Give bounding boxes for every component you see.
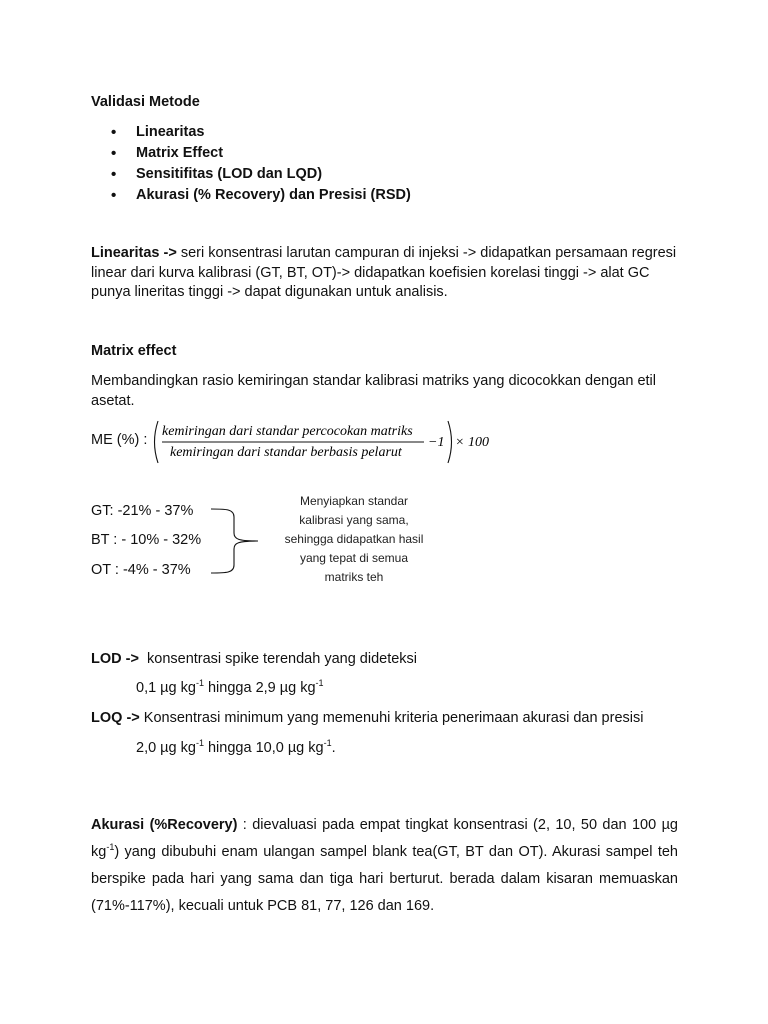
loq-high: hingga 10,0 µg kg bbox=[203, 740, 324, 756]
ot-value: OT : -4% - 37% bbox=[91, 562, 191, 578]
lod-values bbox=[136, 680, 324, 696]
matrix-heading: Matrix effect bbox=[91, 343, 177, 359]
note-line: kalibrasi yang sama, bbox=[299, 513, 409, 527]
akurasi-text-1: : dievaluasi pada empat tingkat konsentrasi (2, 10, 50 dan 100 µg kg bbox=[91, 817, 678, 860]
lod-high: hingga 2,9 µg kg bbox=[203, 680, 316, 696]
lod-exp: -1 bbox=[315, 678, 324, 688]
akurasi-label: Akurasi (%Recovery) bbox=[91, 817, 238, 833]
akurasi-paragraph bbox=[91, 812, 678, 920]
note-line: sehingga didapatkan hasil bbox=[284, 532, 424, 546]
loq-exp: -1 bbox=[323, 738, 332, 748]
bt-value: BT : - 10% - 32% bbox=[91, 532, 202, 548]
loq-values bbox=[136, 740, 336, 756]
list-item: • Akurasi (% Recovery) dan Presisi (RSD) bbox=[91, 185, 411, 206]
lod-exp: -1 bbox=[195, 678, 204, 688]
loq-text: Konsentrasi minimum yang memenuhi kriteria penerimaan akurasi dan presisi bbox=[143, 710, 644, 726]
formula-minus-one: −1 bbox=[428, 435, 445, 450]
loq-line bbox=[91, 710, 643, 726]
brace-note bbox=[262, 492, 446, 587]
lod-label: LOD -> bbox=[91, 651, 139, 667]
gt-value: GT: -21% - 37% bbox=[91, 503, 194, 519]
loq-label: LOQ -> bbox=[91, 710, 140, 726]
loq-low: 2,0 µg kg bbox=[136, 740, 196, 756]
list-item: • Sensitifitas (LOD dan LQD) bbox=[91, 164, 411, 185]
loq-exp: -1 bbox=[195, 738, 204, 748]
note-line: yang tepat di semua bbox=[299, 551, 409, 565]
lod-low: 0,1 µg kg bbox=[136, 680, 196, 696]
formula-denominator: kemiringan dari standar berbasis pelarut bbox=[170, 445, 402, 460]
topic-list bbox=[91, 122, 411, 206]
linearitas-text: seri konsentrasi larutan campuran di injeksi -> didapatkan persamaan regresi linear dari kurva kalibrasi (GT, BT, OT)-> didapatkan koefisien korelasi tinggi -> alat GC punya lineritas tinggi -> dapat digunakan untuk analisis. bbox=[91, 245, 677, 300]
lod-text: konsentrasi spike terendah yang dideteksi bbox=[147, 651, 418, 667]
list-item: • Linearitas bbox=[91, 122, 411, 143]
matrix-paragraph: Membandingkan rasio kemiringan standar kalibrasi matriks yang dicocokkan dengan etil asetat. bbox=[91, 373, 656, 409]
list-item: • Matrix Effect bbox=[91, 143, 411, 164]
formula-label: ME (%) : bbox=[91, 432, 148, 448]
me-formula bbox=[150, 418, 510, 466]
formula-times-100: × 100 bbox=[455, 435, 489, 450]
akurasi-exp: -1 bbox=[106, 842, 115, 852]
note-line: matriks teh bbox=[324, 570, 384, 584]
linearitas-label: Linearitas -> bbox=[91, 245, 177, 261]
formula-numerator: kemiringan dari standar percocokan matriks bbox=[162, 424, 413, 439]
linearitas-paragraph bbox=[91, 244, 681, 303]
right-paren-icon bbox=[448, 421, 452, 463]
left-paren-icon bbox=[155, 421, 159, 463]
note-line: Menyiapkan standar bbox=[299, 494, 409, 508]
page-title: Validasi Metode bbox=[91, 94, 200, 110]
lod-line bbox=[91, 651, 417, 667]
loq-end: . bbox=[331, 740, 336, 756]
curly-brace-icon bbox=[208, 505, 268, 577]
akurasi-text-2: ) yang dibubuhi enam ulangan sampel blank tea(GT, BT dan OT). Akurasi sampel teh berspike pada hari yang sama dan tiga hari berturut. berada dalam kisaran memuaskan (71%-117%), kecuali untuk PCB 81, 77, 126 dan 169. bbox=[91, 844, 678, 914]
